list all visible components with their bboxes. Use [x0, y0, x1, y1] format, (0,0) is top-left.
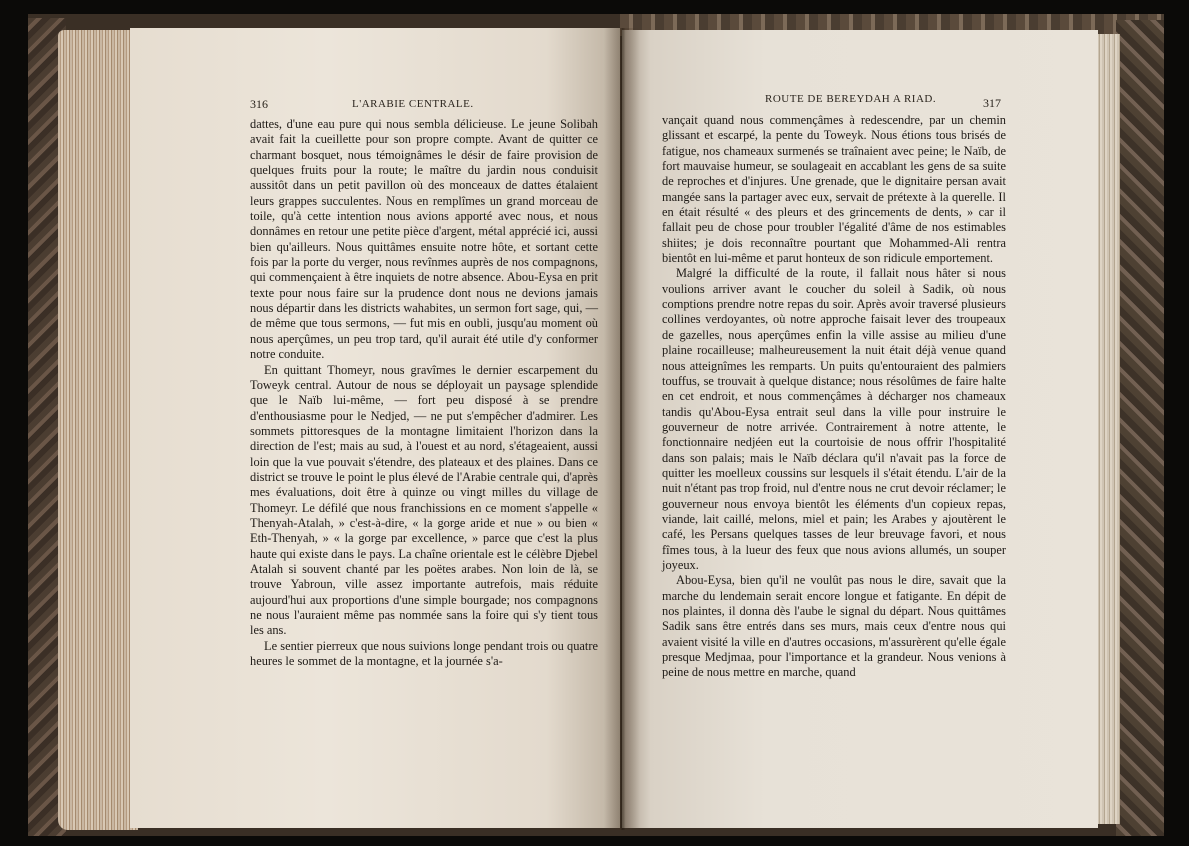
- right-page-number: 317: [983, 96, 1001, 110]
- right-running-head: ROUTE DE BEREYDAH A RIAD.: [765, 93, 937, 105]
- left-paragraph-2: En quittant Thomeyr, nous gravîmes le dernier escarpement du Toweyk central. Autour de nous se déployait un paysage splendide que le Naïb lui-même, — fort peu disposé à se prendre d'enthousiasme pour le Nedjed, — ne put s'empêcher d'admirer. Les sommets pittoresques de la montagne limitaient l'horizon dans la direction de l'est; mais au sud, à l'ouest et au nord, s'étageaient, aussi loin que la vue pouvait s'étendre, des plateaux et des plaines. Dans ce district se trouve le point le plus élevé de l'Arabie centrale qui, d'après mes évaluations, doit être à quinze ou vingt milles du village de Thomeyr. Le défilé que nous franchissions en ce moment s'appelle « Thenyah-Atalah, » c'est-à-dire, « la gorge aride et nue » ou bien « Eth-Thenyah, » « la gorge par excellence, » parce que c'est la plus haute qui existe dans le pays. La chaîne orientale est le célèbre Djebel Atalah si souvent chanté par les poëtes arabes. Non loin de là, se trouve Yabroun, ville assez importante autrefois, mais réduite aujourd'hui aux proportions d'une simple bourgade; nos compagnons ne nous l'auraient même pas nommée sans la foire qui s'y tient tous les ans.: [250, 362, 598, 638]
- right-paragraph-1: vançait quand nous commençâmes à redescendre, par un chemin glissant et escarpé, la pente du Toweyk. Nous étions tous brisés de fatigue, nos chameaux surmenés se traînaient avec peine; le Naïb, de fort mauvaise humeur, se soulageait en accablant les gens de sa suite de reproches et d'injures. Une grenade, que le dignitaire persan avait mangée sans la partager avec eux, servait de prétexte à la querelle. Il en était résulté « des pleurs et des grincements de dents, » car il fallait peu de chose pour troubler l'égalité d'âme de nos estimables shiites; je dois reconnaître pourtant que Mohammed-Ali rentra bientôt en lui-même et parut honteux de son ridicule emportement.: [662, 113, 1006, 266]
- right-page-text: [662, 113, 1006, 681]
- right-paragraph-2: Malgré la difficulté de la route, il fallait nous hâter si nous voulions arriver avant le coucher du soleil à Sadik, où nous comptions prendre notre repas du soir. Après avoir traversé plusieurs collines verdoyantes, où notre approche faisait lever des troupeaux de gazelles, nous aperçûmes enfin la ville assise au milieu d'une plaine rocailleuse; malheureusement la nuit était déjà venue quand nous atteignîmes les remparts. Un puits qu'entouraient des palmiers touffus, se trouvait à quelque distance; nous résolûmes de faire halte en cet endroit, et nous commençâmes à décharger nos chameaux tandis qu'Abou-Eysa entrait seul dans la ville pour instruire le gouverneur de notre arrivée. Contrairement à notre attente, le fonctionnaire nedjéen eut la courtoisie de nous offrir l'hospitalité dans son palais; mais le Naïb déclara qu'il n'avait pas la force de quitter les moelleux coussins sur lesquels il s'était étendu. L'air de la nuit n'étant pas trop froid, nul d'entre nous ne crut devoir réclamer; le gouverneur nous envoya bientôt les éléments d'un copieux repas, viande, lait caillé, melons, miel et pain; les Arabes y ajoutèrent le café, les Persans quelques tasses de leur breuvage favori, et nous fîmes tous, à la lueur des feux que nous avions allumés, un souper joyeux.: [662, 266, 1006, 572]
- marbled-cover-right: [1116, 20, 1164, 836]
- book-gutter: [604, 28, 640, 830]
- left-running-head: L'ARABIE CENTRALE.: [352, 98, 474, 110]
- left-page-text: [250, 117, 598, 669]
- left-paragraph-1: dattes, d'une eau pure qui nous sembla délicieuse. Le jeune Solibah avait fait la cueillette pour son propre compte. Avant de quitter ce charmant bosquet, nous témoignâmes le désir de faire provision de quelques fruits pour la route; le maître du jardin nous conduisit aussitôt dans un petit pavillon où des monceaux de dattes étalaient leurs grappes succulentes. Nous en remplîmes un grand morceau de toile, qu'à cette intention nous avions apporté avec nous, et nous donnâmes en retour une petite pièce d'argent, métal apprécié ici, aussi bien qu'ailleurs. Nous quittâmes ensuite notre hôte, et sortant cette fois par la porte du verger, nous revînmes auprès de nos compagnons, qui commençaient à être inquiets de notre absence. Abou-Eysa en prit texte pour nous faire sur la prudence dont nous ne devions jamais nous départir dans les districts wahabites, un sermon fort sage, qui, — de même que tous sermons, — fut mis en oubli, jusqu'au moment où nous aperçûmes, un peu trop tard, qu'il aurait été utile d'y conformer notre conduite.: [250, 117, 598, 362]
- right-paragraph-3: Abou-Eysa, bien qu'il ne voulût pas nous le dire, savait que la marche du lendemain serait encore longue et fatigante. En dépit de nos plaintes, il donna dès l'aube le signal du départ. Nous quittâmes Sadik sans être entrés dans ses murs, mais ceux d'entre nous qui avaient visité la ville en d'autres occasions, m'assurèrent qu'elle égale presque Medjmaa, pour l'importance et la grandeur. Nous venions à peine de nous mettre en marche, quand: [662, 573, 1006, 680]
- page-edges-left: [58, 30, 138, 830]
- left-page-number: 316: [250, 97, 268, 111]
- left-paragraph-3: Le sentier pierreux que nous suivions longe pendant trois ou quatre heures le sommet de la montagne, et la journée s'a-: [250, 638, 598, 669]
